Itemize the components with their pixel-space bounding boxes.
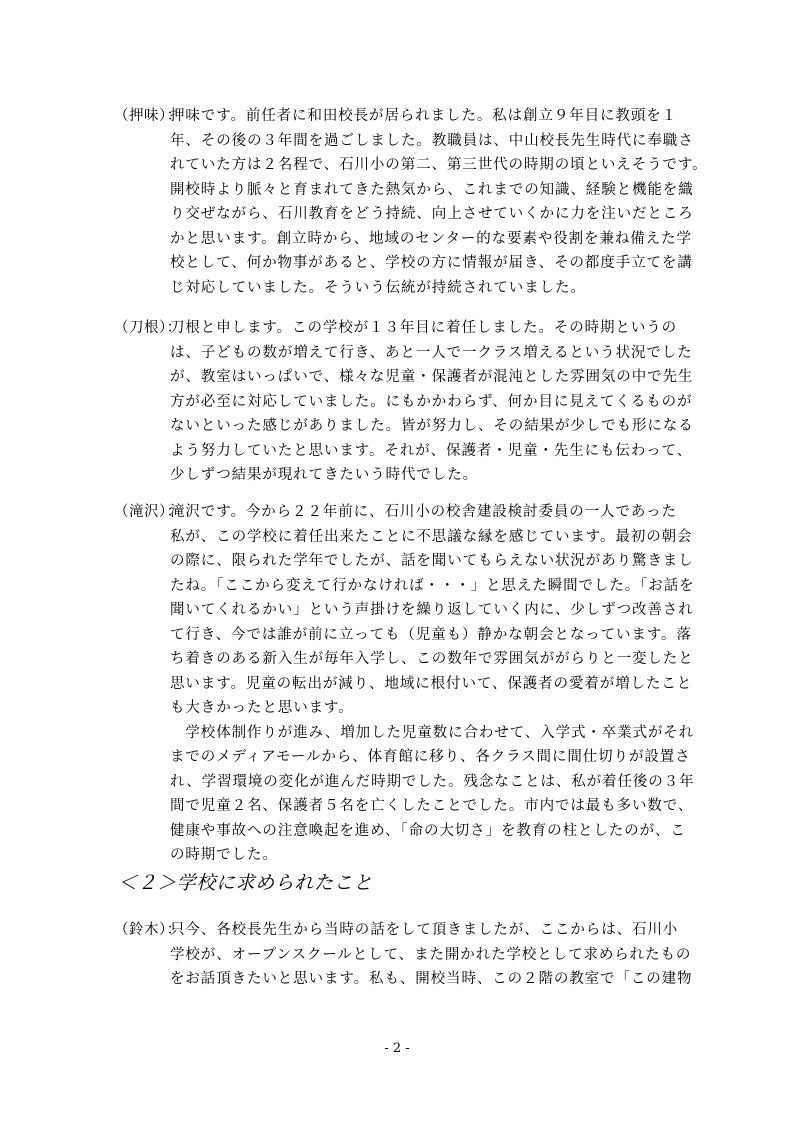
text-line: れ、学習環境の変化が進んだ時期でした。残念なことは、私が着任後の３年 <box>170 773 695 790</box>
text-line: 学校が、オープンスクールとして、また開かれた学校として求められたもの <box>170 946 692 963</box>
text-line: 少しずつ結果が現れてきたいう時代でした。 <box>170 467 478 483</box>
text-line: 押味です。前任者に和田校長が居られました。私は創立９年目に教頭を１ <box>170 108 678 124</box>
speaker-label: （押味）： <box>114 108 182 124</box>
text-line: ち着きのある新入生が毎年入学し、この数年で雰囲気ががらりと一変したと <box>170 651 694 667</box>
text-line: 只今、各校長先生から当時の話をして頂きましたが、ここからは、石川小 <box>170 922 679 938</box>
text-line: 健康や事故への注意喚起を進め、「命の大切さ」を教育の柱としたのが、こ <box>170 822 686 839</box>
text-line: が、教室はいっぱいで、様々な児童・保護者が混沌とした雰囲気の中で先生 <box>170 369 694 385</box>
text-line: かと思います。創立時から、地域のセンター的な要素や役割を兼ね備えた学 <box>170 230 692 247</box>
section-heading: ＜２＞学校に求められたこと <box>118 872 373 894</box>
page-number: - 2 - <box>384 1041 410 1056</box>
text-line: じ対応していました。そういう伝統が持続されていました。 <box>170 279 586 296</box>
speaker-label: （刀根）： <box>114 320 182 336</box>
text-line: 間で児童２名、保護者５名を亡くしたことでした。市内では最も多い数で、 <box>170 798 694 814</box>
speaker-label: （滝沢）： <box>114 504 182 520</box>
text-line: て行き、今では誰が前に立っても（児童も）静かな朝会となっています。落 <box>170 626 692 643</box>
text-line: の際に、限られた学年でしたが、話を聞いてもらえない状況があり驚きまし <box>170 553 694 569</box>
text-line: 開校時より脈々と育まれてきた熱気から、これまでの知識、経験と機能を織 <box>170 181 694 198</box>
text-line: 方が必至に対応していました。にもかかわらず、何か目に見えてくるものが <box>170 393 693 410</box>
text-line: よう努力していたと思います。それが、保護者・児童・先生にも伝わって、 <box>170 442 693 459</box>
text-line: 私が、この学校に着任出来たことに不思議な縁を感じています。最初の朝会 <box>170 528 693 545</box>
speaker-label: （鈴木）： <box>114 922 182 938</box>
text-line: 年、その後の３年間を過ごしました。教職員は、中山校長先生時代に奉職さ <box>170 132 694 149</box>
text-line: 校として、何か物事があると、学校の方に情報が届き、その都度手立てを講 <box>170 255 693 271</box>
text-line: 聞いてくれるかい」という声掛けを繰り返していく内に、少しずつ改善され <box>170 602 694 618</box>
text-line: れていた方は２名程で、石川小の第二、第三世代の時期の頃といえそうです。 <box>170 157 708 173</box>
text-line: 思います。児童の転出が減り、地域に根付いて、保護者の愛着が増したこと <box>170 675 693 692</box>
text-line: り交ぜながら、石川教育をどう持続、向上させていくかに力を注いだところ <box>170 206 694 222</box>
text-line: たね。「ここから変えて行かなければ・・・」と思えた瞬間でした。「お話を <box>170 577 695 594</box>
text-line: 刀根と申します。この学校が１３年目に着任しました。その時期というの <box>170 320 678 336</box>
text-line: 滝沢です。今から２２年前に、石川小の校舎建設検討委員の一人であった <box>170 504 677 520</box>
text-line: までのメディアモールから、体育館に移り、各クラス間に間仕切りが設置さ <box>170 749 691 765</box>
text-line: をお話頂きたいと思います。私も、開校当時、この２階の教室で「この建物 <box>170 971 693 987</box>
text-line: の時期でした。 <box>170 847 278 863</box>
text-line: 学校体制作りが進み、増加した児童数に合わせて、入学式・卒業式がそれ <box>170 724 695 741</box>
text-line: ないといった感じがありました。皆が努力し、その結果が少しでも形になる <box>170 418 694 434</box>
text-line: も大きかったと思います。 <box>170 700 354 716</box>
text-line: は、子どもの数が増えて行き、あと一人で一クラス増えるという状況でした <box>170 344 693 361</box>
